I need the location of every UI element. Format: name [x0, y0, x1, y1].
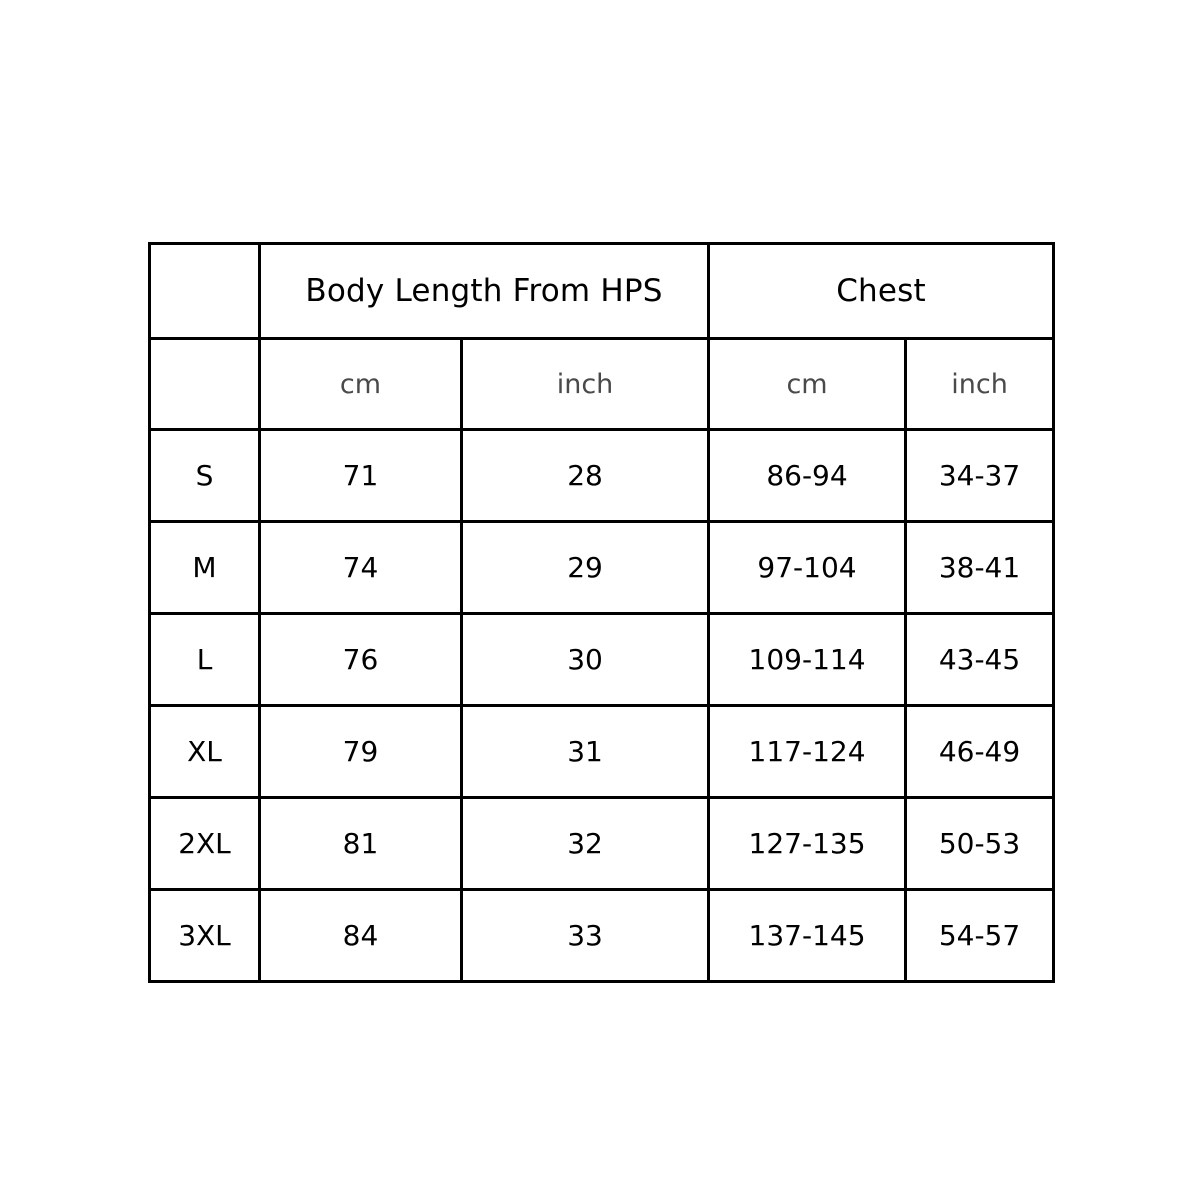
size-label: L	[150, 614, 260, 706]
length-inch-value: 31	[462, 706, 709, 798]
table-header-row-units	[150, 339, 1054, 430]
chest-inch-value: 38-41	[906, 522, 1054, 614]
unit-header-chest-cm: cm	[709, 339, 906, 430]
length-cm-value: 84	[260, 890, 462, 982]
size-label: S	[150, 430, 260, 522]
length-cm-value: 76	[260, 614, 462, 706]
length-inch-value: 28	[462, 430, 709, 522]
size-label: 3XL	[150, 890, 260, 982]
length-cm-value: 79	[260, 706, 462, 798]
chest-cm-value: 97-104	[709, 522, 906, 614]
unit-header-length-cm: cm	[260, 339, 462, 430]
size-label: XL	[150, 706, 260, 798]
size-chart-table	[148, 242, 1055, 983]
group-header-chest: Chest	[709, 244, 1054, 339]
table-row	[150, 614, 1054, 706]
table-row	[150, 430, 1054, 522]
size-label: 2XL	[150, 798, 260, 890]
unit-header-chest-inch: inch	[906, 339, 1054, 430]
corner-cell-units	[150, 339, 260, 430]
chest-inch-value: 46-49	[906, 706, 1054, 798]
chest-cm-value: 137-145	[709, 890, 906, 982]
length-inch-value: 29	[462, 522, 709, 614]
chest-cm-value: 127-135	[709, 798, 906, 890]
unit-header-length-inch: inch	[462, 339, 709, 430]
chest-inch-value: 43-45	[906, 614, 1054, 706]
chest-cm-value: 117-124	[709, 706, 906, 798]
length-cm-value: 71	[260, 430, 462, 522]
chest-cm-value: 86-94	[709, 430, 906, 522]
chest-cm-value: 109-114	[709, 614, 906, 706]
chest-inch-value: 34-37	[906, 430, 1054, 522]
size-label: M	[150, 522, 260, 614]
chest-inch-value: 50-53	[906, 798, 1054, 890]
chest-inch-value: 54-57	[906, 890, 1054, 982]
corner-cell	[150, 244, 260, 339]
group-header-body-length: Body Length From HPS	[260, 244, 709, 339]
length-inch-value: 33	[462, 890, 709, 982]
length-inch-value: 32	[462, 798, 709, 890]
size-chart-container	[148, 242, 1052, 983]
length-cm-value: 81	[260, 798, 462, 890]
table-header-row-groups	[150, 244, 1054, 339]
length-inch-value: 30	[462, 614, 709, 706]
table-row	[150, 890, 1054, 982]
length-cm-value: 74	[260, 522, 462, 614]
table-row	[150, 706, 1054, 798]
table-row	[150, 522, 1054, 614]
table-row	[150, 798, 1054, 890]
